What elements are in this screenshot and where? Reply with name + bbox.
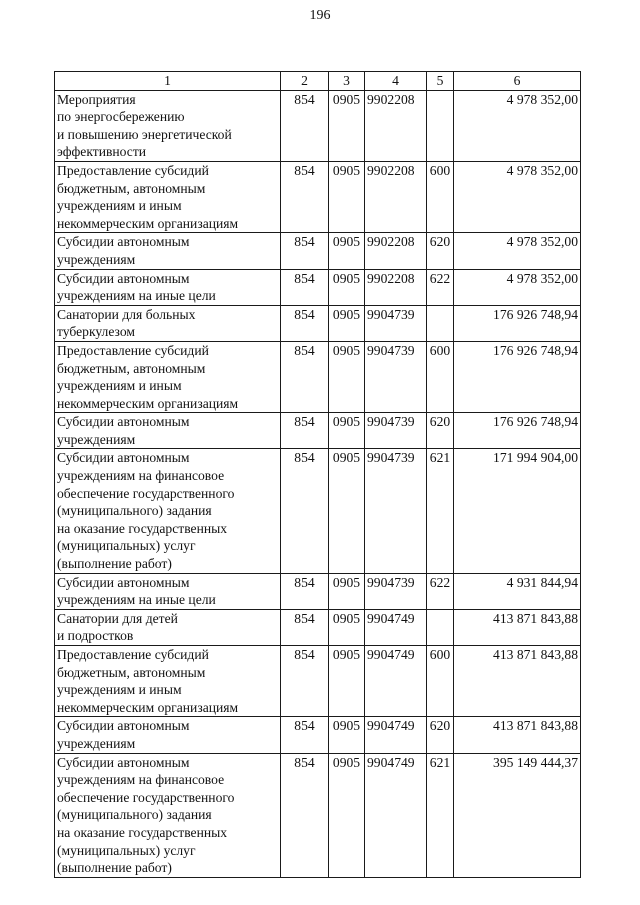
ministry-code-cell: 854 [281, 413, 329, 449]
target-article-cell: 9904749 [365, 753, 427, 877]
target-article-cell: 9904749 [365, 646, 427, 717]
header-row [55, 72, 581, 91]
table-body [55, 90, 581, 877]
section-code-cell: 0905 [329, 717, 365, 753]
expense-type-cell [427, 305, 454, 341]
table-row [55, 269, 581, 305]
section-code-cell: 0905 [329, 269, 365, 305]
ministry-code-cell: 854 [281, 573, 329, 609]
section-code-cell: 0905 [329, 753, 365, 877]
column-header-5: 5 [427, 72, 454, 91]
expense-type-cell: 620 [427, 233, 454, 269]
amount-cell: 4 931 844,94 [454, 573, 581, 609]
ministry-code-cell: 854 [281, 341, 329, 412]
amount-cell: 413 871 843,88 [454, 609, 581, 645]
amount-cell: 413 871 843,88 [454, 646, 581, 717]
section-code-cell: 0905 [329, 161, 365, 232]
table-row [55, 305, 581, 341]
target-article-cell: 9904739 [365, 449, 427, 573]
amount-cell: 4 978 352,00 [454, 233, 581, 269]
column-header-2: 2 [281, 72, 329, 91]
table-row [55, 449, 581, 573]
target-article-cell: 9904739 [365, 413, 427, 449]
expense-type-cell: 622 [427, 269, 454, 305]
section-code-cell: 0905 [329, 573, 365, 609]
ministry-code-cell: 854 [281, 269, 329, 305]
section-code-cell: 0905 [329, 341, 365, 412]
table-row [55, 161, 581, 232]
ministry-code-cell: 854 [281, 609, 329, 645]
section-code-cell: 0905 [329, 609, 365, 645]
table-row [55, 646, 581, 717]
item-name-cell: Предоставление субсидий бюджетным, автономным учреждениям и иным некоммерческим организациям [55, 161, 281, 232]
item-name-cell: Субсидии автономным учреждениям [55, 413, 281, 449]
expense-type-cell: 621 [427, 449, 454, 573]
ministry-code-cell: 854 [281, 233, 329, 269]
target-article-cell: 9902208 [365, 161, 427, 232]
expense-type-cell: 620 [427, 413, 454, 449]
column-header-4: 4 [365, 72, 427, 91]
item-name-cell: Субсидии автономным учреждениям на иные цели [55, 573, 281, 609]
ministry-code-cell: 854 [281, 161, 329, 232]
section-code-cell: 0905 [329, 413, 365, 449]
item-name-cell: Субсидии автономным учреждениям на финансовое обеспечение государственного (муниципального) задания на оказание государственных (муниципальных) услуг (выполнение работ) [55, 449, 281, 573]
item-name-cell: Санатории для детей и подростков [55, 609, 281, 645]
section-code-cell: 0905 [329, 90, 365, 161]
table-row [55, 233, 581, 269]
item-name-cell: Санатории для больных туберкулезом [55, 305, 281, 341]
item-name-cell: Предоставление субсидий бюджетным, автономным учреждениям и иным некоммерческим организациям [55, 341, 281, 412]
budget-table [54, 71, 581, 878]
item-name-cell: Субсидии автономным учреждениям на иные цели [55, 269, 281, 305]
expense-type-cell [427, 609, 454, 645]
amount-cell: 413 871 843,88 [454, 717, 581, 753]
amount-cell: 395 149 444,37 [454, 753, 581, 877]
expense-type-cell: 622 [427, 573, 454, 609]
ministry-code-cell: 854 [281, 90, 329, 161]
page-number: 196 [309, 8, 331, 23]
target-article-cell: 9904739 [365, 305, 427, 341]
amount-cell: 176 926 748,94 [454, 305, 581, 341]
column-header-3: 3 [329, 72, 365, 91]
table-row [55, 413, 581, 449]
expense-type-cell: 600 [427, 646, 454, 717]
section-code-cell: 0905 [329, 233, 365, 269]
amount-cell: 176 926 748,94 [454, 413, 581, 449]
section-code-cell: 0905 [329, 305, 365, 341]
column-header-1: 1 [55, 72, 281, 91]
amount-cell: 176 926 748,94 [454, 341, 581, 412]
amount-cell: 4 978 352,00 [454, 90, 581, 161]
expense-type-cell: 600 [427, 161, 454, 232]
amount-cell: 4 978 352,00 [454, 161, 581, 232]
table-row [55, 573, 581, 609]
section-code-cell: 0905 [329, 449, 365, 573]
item-name-cell: Предоставление субсидий бюджетным, автономным учреждениям и иным некоммерческим организациям [55, 646, 281, 717]
ministry-code-cell: 854 [281, 305, 329, 341]
target-article-cell: 9904749 [365, 717, 427, 753]
expense-type-cell [427, 90, 454, 161]
amount-cell: 171 994 904,00 [454, 449, 581, 573]
target-article-cell: 9904739 [365, 341, 427, 412]
amount-cell: 4 978 352,00 [454, 269, 581, 305]
ministry-code-cell: 854 [281, 717, 329, 753]
target-article-cell: 9902208 [365, 90, 427, 161]
target-article-cell: 9902208 [365, 269, 427, 305]
table-row [55, 717, 581, 753]
table-row [55, 609, 581, 645]
expense-type-cell: 621 [427, 753, 454, 877]
target-article-cell: 9902208 [365, 233, 427, 269]
expense-type-cell: 600 [427, 341, 454, 412]
expense-type-cell: 620 [427, 717, 454, 753]
item-name-cell: Субсидии автономным учреждениям на финансовое обеспечение государственного (муниципального) задания на оказание государственных (муниципальных) услуг (выполнение работ) [55, 753, 281, 877]
ministry-code-cell: 854 [281, 753, 329, 877]
target-article-cell: 9904739 [365, 573, 427, 609]
item-name-cell: Субсидии автономным учреждениям [55, 233, 281, 269]
item-name-cell: Субсидии автономным учреждениям [55, 717, 281, 753]
item-name-cell: Мероприятия по энергосбережению и повышению энергетической эффективности [55, 90, 281, 161]
table-row [55, 341, 581, 412]
table-header [55, 72, 581, 91]
ministry-code-cell: 854 [281, 646, 329, 717]
target-article-cell: 9904749 [365, 609, 427, 645]
section-code-cell: 0905 [329, 646, 365, 717]
ministry-code-cell: 854 [281, 449, 329, 573]
table-row [55, 90, 581, 161]
column-header-6: 6 [454, 72, 581, 91]
table-row [55, 753, 581, 877]
